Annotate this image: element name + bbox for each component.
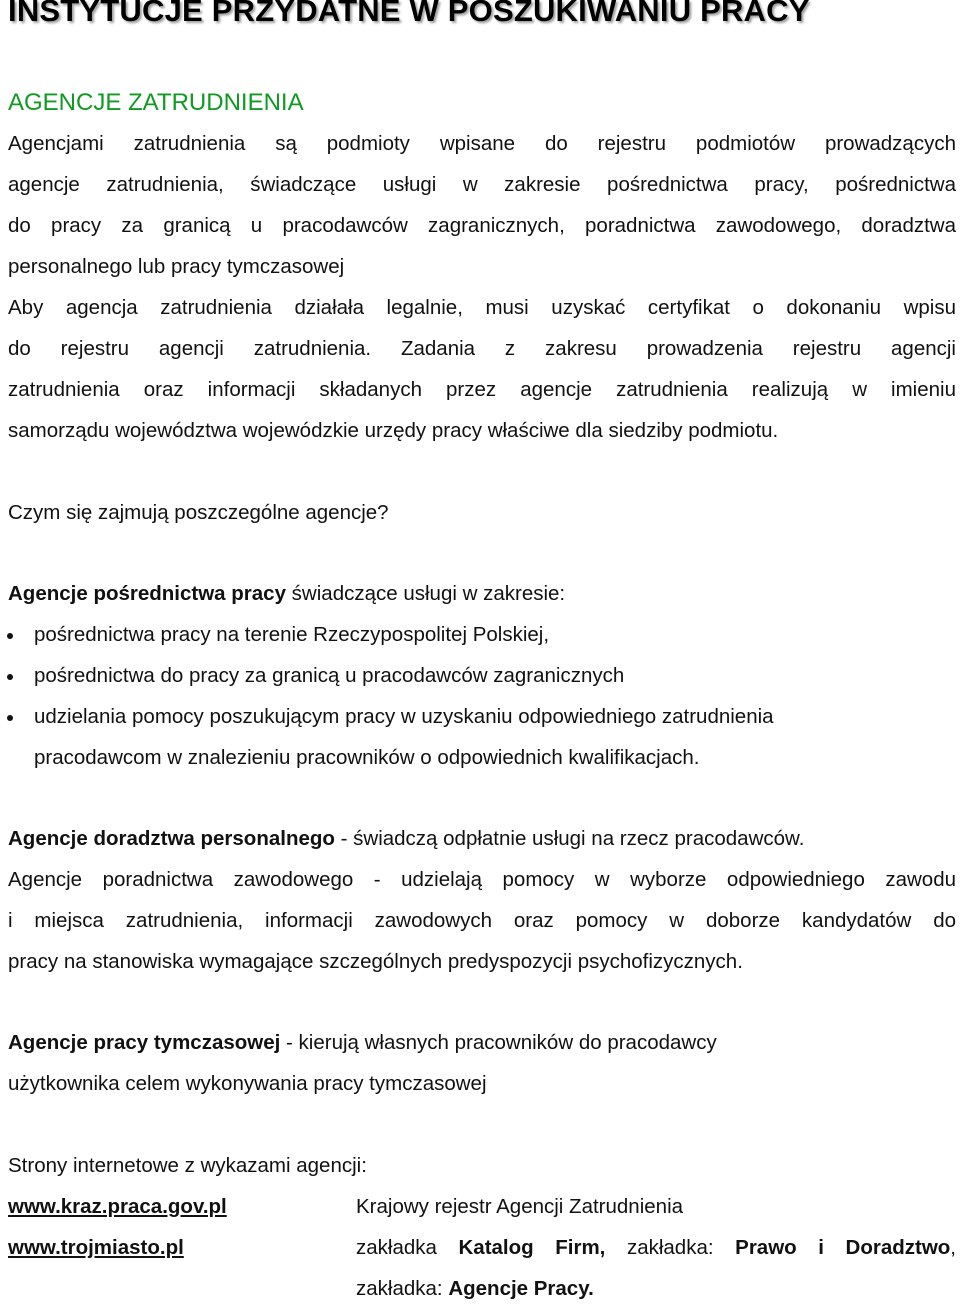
kraz-description: Krajowy rejestr Agencji Zatrudnienia (356, 1195, 684, 1218)
bullet-item: pośrednictwa do pracy za granicą u pracodawców zagranicznych (34, 664, 625, 687)
tymczasowa-line (8, 1031, 956, 1055)
poradnictwo-line: i miejsca zatrudnienia, informacji zawodowych oraz pomocy w doborze kandydatów do (8, 909, 956, 932)
bullet-continuation: pracodawcom w znalezieniu pracowników o odpowiednich kwalifikacjach. (34, 746, 700, 769)
posrednictwo-heading (8, 582, 956, 606)
poradnictwo-line: Agencje poradnictwa zawodowego - udzielają pomocy w wyborze odpowiedniego zawodu (8, 868, 956, 891)
intro-line: agencje zatrudnienia, świadczące usługi w zakresie pośrednictwa pracy, pośrednictwa (8, 173, 956, 196)
posrednictwo-bold: Agencje pośrednictwa pracy (8, 582, 286, 605)
bullet-icon (7, 715, 13, 721)
websites-heading: Strony internetowe z wykazami agencji: (8, 1154, 367, 1177)
trojmiasto-description-cont (356, 1277, 594, 1301)
trojmiasto-link-row (8, 1236, 184, 1260)
tm-agencje: Agencje Pracy. (448, 1277, 594, 1300)
trojmiasto-link[interactable]: www.trojmiasto.pl (8, 1236, 184, 1259)
doradztwo-line (8, 827, 956, 851)
intro-line: zatrudnienia oraz informacji składanych przez agencje zatrudnienia realizują w imieniu (8, 378, 956, 401)
tm-prawo: Prawo i Doradztwo (735, 1236, 951, 1259)
trojmiasto-description (356, 1236, 956, 1260)
tm-text: , (950, 1236, 956, 1259)
intro-line: Aby agencja zatrudnienia działała legalnie, musi uzyskać certyfikat o dokonaniu wpisu (8, 296, 956, 319)
tm-text: zakładka (356, 1236, 459, 1259)
tm-katalog: Katalog Firm, (458, 1236, 606, 1259)
posrednictwo-rest: świadczące usługi w zakresie: (285, 582, 566, 605)
intro-line: personalnego lub pracy tymczasowej (8, 255, 345, 278)
intro-line: do pracy za granicą u pracodawców zagranicznych, poradnictwa zawodowego, doradztwa (8, 214, 956, 237)
document-title: INSTYTUCJE PRZYDATNE W POSZUKIWANIU PRACY (8, 0, 810, 28)
doradztwo-bold: Agencje doradztwa personalnego (8, 827, 335, 850)
tymczasowa-rest: - kierują własnych pracowników do pracodawcy (280, 1031, 717, 1054)
intro-line: do rejestru agencji zatrudnienia. Zadania z zakresu prowadzenia rejestru agencji (8, 337, 956, 360)
section-heading: AGENCJE ZATRUDNIENIA (8, 89, 304, 116)
intro-line: Agencjami zatrudnienia są podmioty wpisane do rejestru podmiotów prowadzących (8, 132, 956, 155)
bullet-item: pośrednictwa pracy na terenie Rzeczypospolitej Polskiej, (34, 623, 550, 646)
bullet-icon (7, 674, 13, 680)
question-line: Czym się zajmują poszczególne agencje? (8, 501, 389, 524)
doradztwo-rest: - świadczą odpłatnie usługi na rzecz pracodawców. (334, 827, 805, 850)
poradnictwo-line: pracy na stanowiska wymagające szczególnych predyspozycji psychofizycznych. (8, 950, 743, 973)
bullet-item: udzielania pomocy poszukującym pracy w uzyskaniu odpowiedniego zatrudnienia (34, 705, 774, 728)
tm-text: zakładka: (605, 1236, 736, 1259)
tymczasowa-bold: Agencje pracy tymczasowej (8, 1031, 281, 1054)
intro-line: samorządu województwa wojewódzkie urzędy pracy właściwe dla siedziby podmiotu. (8, 419, 779, 442)
bullet-icon (7, 633, 13, 639)
tm-text: zakładka: (356, 1277, 449, 1300)
tymczasowa-line: użytkownika celem wykonywania pracy tymczasowej (8, 1072, 487, 1095)
kraz-link[interactable]: www.kraz.praca.gov.pl (8, 1195, 227, 1218)
kraz-link-row (8, 1195, 227, 1219)
